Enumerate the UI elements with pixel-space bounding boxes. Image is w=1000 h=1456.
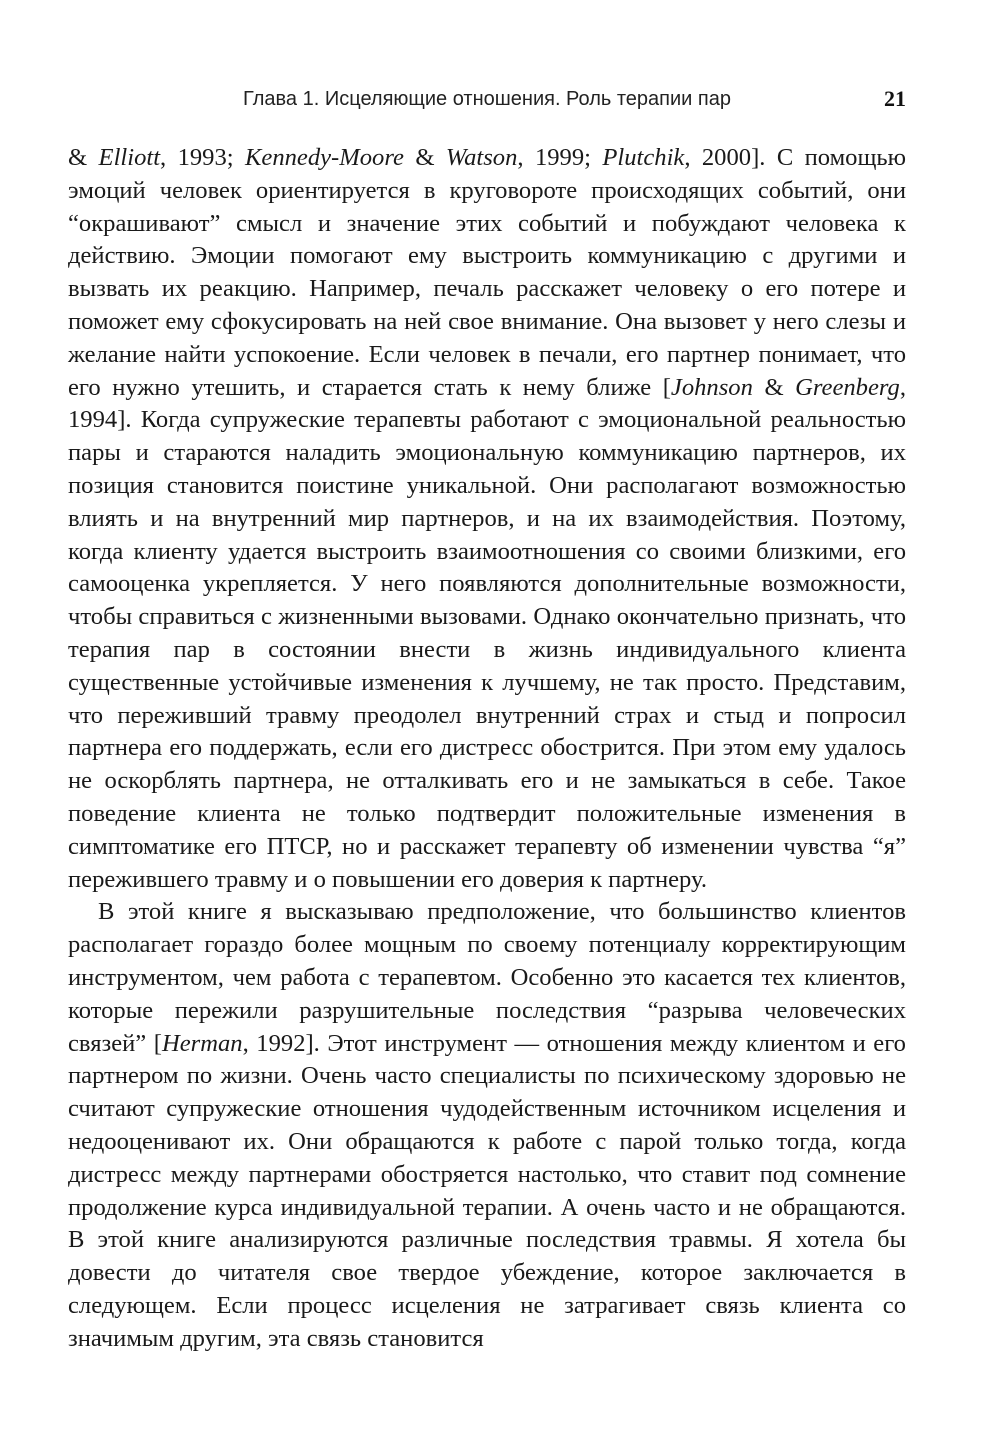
citation-author: Plutchik (602, 144, 685, 171)
body-text (68, 142, 906, 1355)
text-segment: & (752, 373, 796, 401)
citation-author: Greenberg (795, 373, 900, 401)
citation-author: Johnson (670, 373, 753, 401)
page-number: 21 (884, 86, 906, 111)
citation-author: Kennedy-Moore (245, 144, 404, 171)
text-segment: , 1992]. Этот инструмент — отношения между клиентом и его партнером по жизни. Очень часто специалисты по психическому здоровью не считают супружеские отношения чудодейственным источником исцеления и недооценивают их. Они обращаются к работе с парой только тогда, когда дистресс между партнерами обостряется настолько, что ставит под сомнение продолжение курса индивидуальной терапии. А очень часто и не обращаются. В этой книге анализируются различные последствия травмы. Я хотела бы довести до читателя свое твердое убеждение, которое заключается в следующем. Если процесс исцеления не затрагивает связь клиента со значимым другим, эта связь становится (68, 1029, 906, 1352)
text-segment: & (68, 144, 99, 171)
text-segment: & (403, 144, 446, 171)
citation-author: Watson (445, 144, 518, 171)
citation-author: Herman (161, 1029, 243, 1057)
running-header (68, 84, 906, 114)
text-segment: , 1994]. Когда супружеские терапевты работают с эмоциональной реальностью пары и стараются наладить эмоциональную коммуникацию партнеров, их позиция становится поистине уникальной. Они располагают возможностью влиять и на внутренний мир партнеров, и на их взаимодействия. Поэтому, когда клиенту удается выстроить взаимоотношения со своими близкими, его самооценка укрепляется. У него появляются дополнительные возможности, чтобы справиться с жизненными вызовами. Однако окончательно признать, что терапия пар в состоянии внести в жизнь индивидуального клиента существенные устойчивые изменения к лучшему, не так просто. Представим, что переживший травму преодолел внутренний страх и стыд и попросил партнера его поддержать, если его дистресс обострится. При этом ему удалось не оскорблять партнера, не отталкивать его и не замыкаться в себе. Такое поведение клиента не только подтвердит положительные изменения в симптоматике его ПТСР, но и расскажет терапевту об изменении чувства “я” пережившего травму и о повышении его доверия к партнеру. (68, 373, 906, 893)
text-segment: , 2000]. С помощью эмоций человек ориентируется в круговороте происходящих событий, они “окрашивают” смысл и значение этих событий и побуждают человека к действию. Эмоции помогают ему выстроить коммуникацию с другими и вызвать их реакцию. Например, печаль расскажет человеку о его потере и поможет ему сфокусировать на ней свое внимание. Она вызовет у него слезы и желание найти успокоение. Если человек в печали, его партнер понимает, что его нужно утешить, и старается стать к нему ближе [ (68, 144, 907, 401)
text-segment: , 1999; (517, 144, 603, 171)
paragraph-1 (68, 142, 906, 896)
citation-author: Elliott (98, 144, 161, 171)
text-segment: В этой книге я высказываю предположение, что большинство клиентов располагает гораздо более мощным по своему потенциалу корректирующим инструментом, чем работа с терапевтом. Особенно это касается тех клиентов, которые пережили разрушительные последствия “разрыва человеческих связей” [ (68, 898, 906, 1057)
chapter-running-title: Глава 1. Исцеляющие отношения. Роль терапии пар (243, 88, 731, 110)
paragraph-2 (68, 896, 906, 1355)
text-segment: , 1993; (160, 144, 246, 171)
